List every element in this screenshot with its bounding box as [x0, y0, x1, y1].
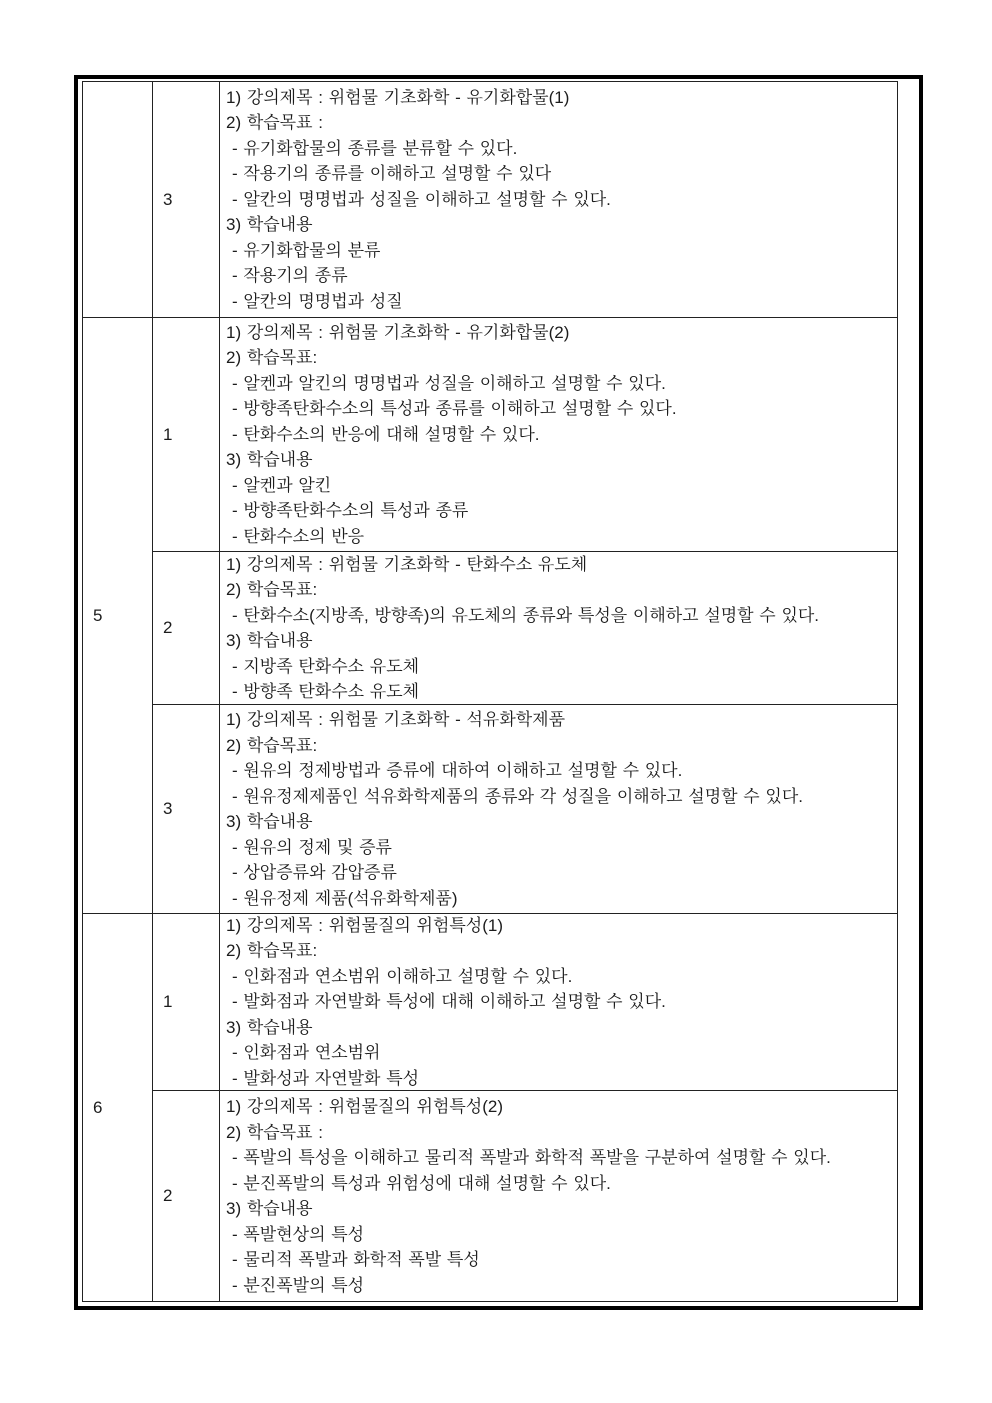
week-cell: 5: [83, 318, 153, 914]
content-line: - 폭발의 특성을 이해하고 물리적 폭발과 화학적 폭발을 구분하여 설명할 수 있다.: [232, 1148, 831, 1167]
content-line: - 지방족 탄화수소 유도체: [232, 656, 420, 676]
content-line: - 작용기의 종류를 이해하고 설명할 수 있다: [232, 164, 552, 184]
content-line: - 상압증류와 감압증류: [232, 863, 397, 882]
content-line: 1) 강의제목 : 위험물 기초화학 - 석유화학제품: [226, 710, 566, 729]
content-line: - 원유정제제품인 석유화학제품의 종류와 각 성질을 이해하고 설명할 수 있다.: [232, 786, 803, 806]
week-cell: 6: [83, 914, 153, 1301]
content-line: - 원유정제 제품(석유화학제품): [232, 888, 458, 908]
content-line: - 방향족 탄화수소 유도체: [232, 682, 420, 701]
content-line: - 유기화합물의 분류: [232, 240, 381, 260]
content-line: 3) 학습내용: [226, 215, 313, 235]
session-cell: 3: [153, 705, 220, 914]
content-line: - 탄화수소의 반응에 대해 설명할 수 있다.: [232, 424, 540, 444]
content-line: - 유기화합물의 종류를 분류할 수 있다.: [232, 138, 518, 158]
content-line: 1) 강의제목 : 위험물질의 위험특성(2): [226, 1097, 503, 1116]
content-line: - 탄화수소의 반응: [232, 526, 365, 546]
content-line: - 알칸의 명명법과 성질을 이해하고 설명할 수 있다.: [232, 189, 611, 209]
content-line: - 작용기의 종류: [232, 266, 348, 286]
content-line: - 원유의 정제 및 증류: [232, 837, 392, 857]
content-line: - 분진폭발의 특성: [232, 1275, 365, 1295]
content-line: - 인화점과 연소범위: [232, 1043, 381, 1063]
session-cell: 3: [153, 82, 220, 318]
session-cell: 1: [153, 318, 220, 552]
content-line: 1) 강의제목 : 위험물 기초화학 - 유기화합물(1): [226, 87, 570, 107]
week-cell: [83, 82, 153, 318]
content-line: 1) 강의제목 : 위험물 기초화학 - 탄화수소 유도체: [226, 554, 588, 574]
content-line: 2) 학습목표:: [226, 735, 318, 755]
content-line: - 물리적 폭발과 화학적 폭발 특성: [232, 1250, 480, 1269]
content-line: 2) 학습목표:: [226, 348, 318, 368]
content-line: 1) 강의제목 : 위험물질의 위험특성(1): [226, 915, 503, 935]
content-line: 3) 학습내용: [226, 1017, 313, 1037]
content-line: 2) 학습목표 :: [226, 113, 323, 133]
content-line: 3) 학습내용: [226, 812, 313, 831]
content-line: - 원유의 정제방법과 증류에 대하여 이해하고 설명할 수 있다.: [232, 761, 683, 780]
content-line: - 방향족탄화수소의 특성과 종류를 이해하고 설명할 수 있다.: [232, 399, 677, 419]
content-line: - 알켄과 알킨의 명명법과 성질을 이해하고 설명할 수 있다.: [232, 373, 666, 393]
session-cell: 2: [153, 552, 220, 705]
content-cell: [220, 914, 897, 1091]
content-line: - 발화점과 자연발화 특성에 대해 이해하고 설명할 수 있다.: [232, 992, 666, 1012]
session-cell: 1: [153, 914, 220, 1091]
content-line: - 폭발현상의 특성: [232, 1224, 365, 1244]
content-cell: [220, 705, 897, 914]
content-line: 2) 학습목표:: [226, 580, 318, 599]
content-line: - 탄화수소(지방족, 방향족)의 유도체의 종류와 특성을 이해하고 설명할 수 있다.: [232, 605, 820, 625]
content-line: 2) 학습목표 :: [226, 1122, 323, 1142]
content-cell: [220, 1091, 897, 1301]
content-line: - 인화점과 연소범위 이해하고 설명할 수 있다.: [232, 966, 573, 986]
content-cell: [220, 318, 897, 552]
syllabus-table: [82, 81, 898, 1302]
content-line: - 알칸의 명명법과 성질: [232, 291, 403, 311]
content-line: 1) 강의제목 : 위험물 기초화학 - 유기화합물(2): [226, 322, 570, 342]
content-line: - 방향족탄화수소의 특성과 종류: [232, 501, 469, 521]
content-line: 3) 학습내용: [226, 450, 313, 470]
content-line: - 분진폭발의 특성과 위험성에 대해 설명할 수 있다.: [232, 1173, 611, 1193]
content-cell: [220, 82, 897, 318]
content-line: - 발화성과 자연발화 특성: [232, 1068, 420, 1088]
content-cell: [220, 552, 897, 705]
content-line: 3) 학습내용: [226, 631, 313, 650]
content-line: 3) 학습내용: [226, 1199, 313, 1218]
session-cell: 2: [153, 1091, 220, 1301]
content-line: - 알켄과 알킨: [232, 475, 332, 495]
content-line: 2) 학습목표:: [226, 941, 318, 961]
